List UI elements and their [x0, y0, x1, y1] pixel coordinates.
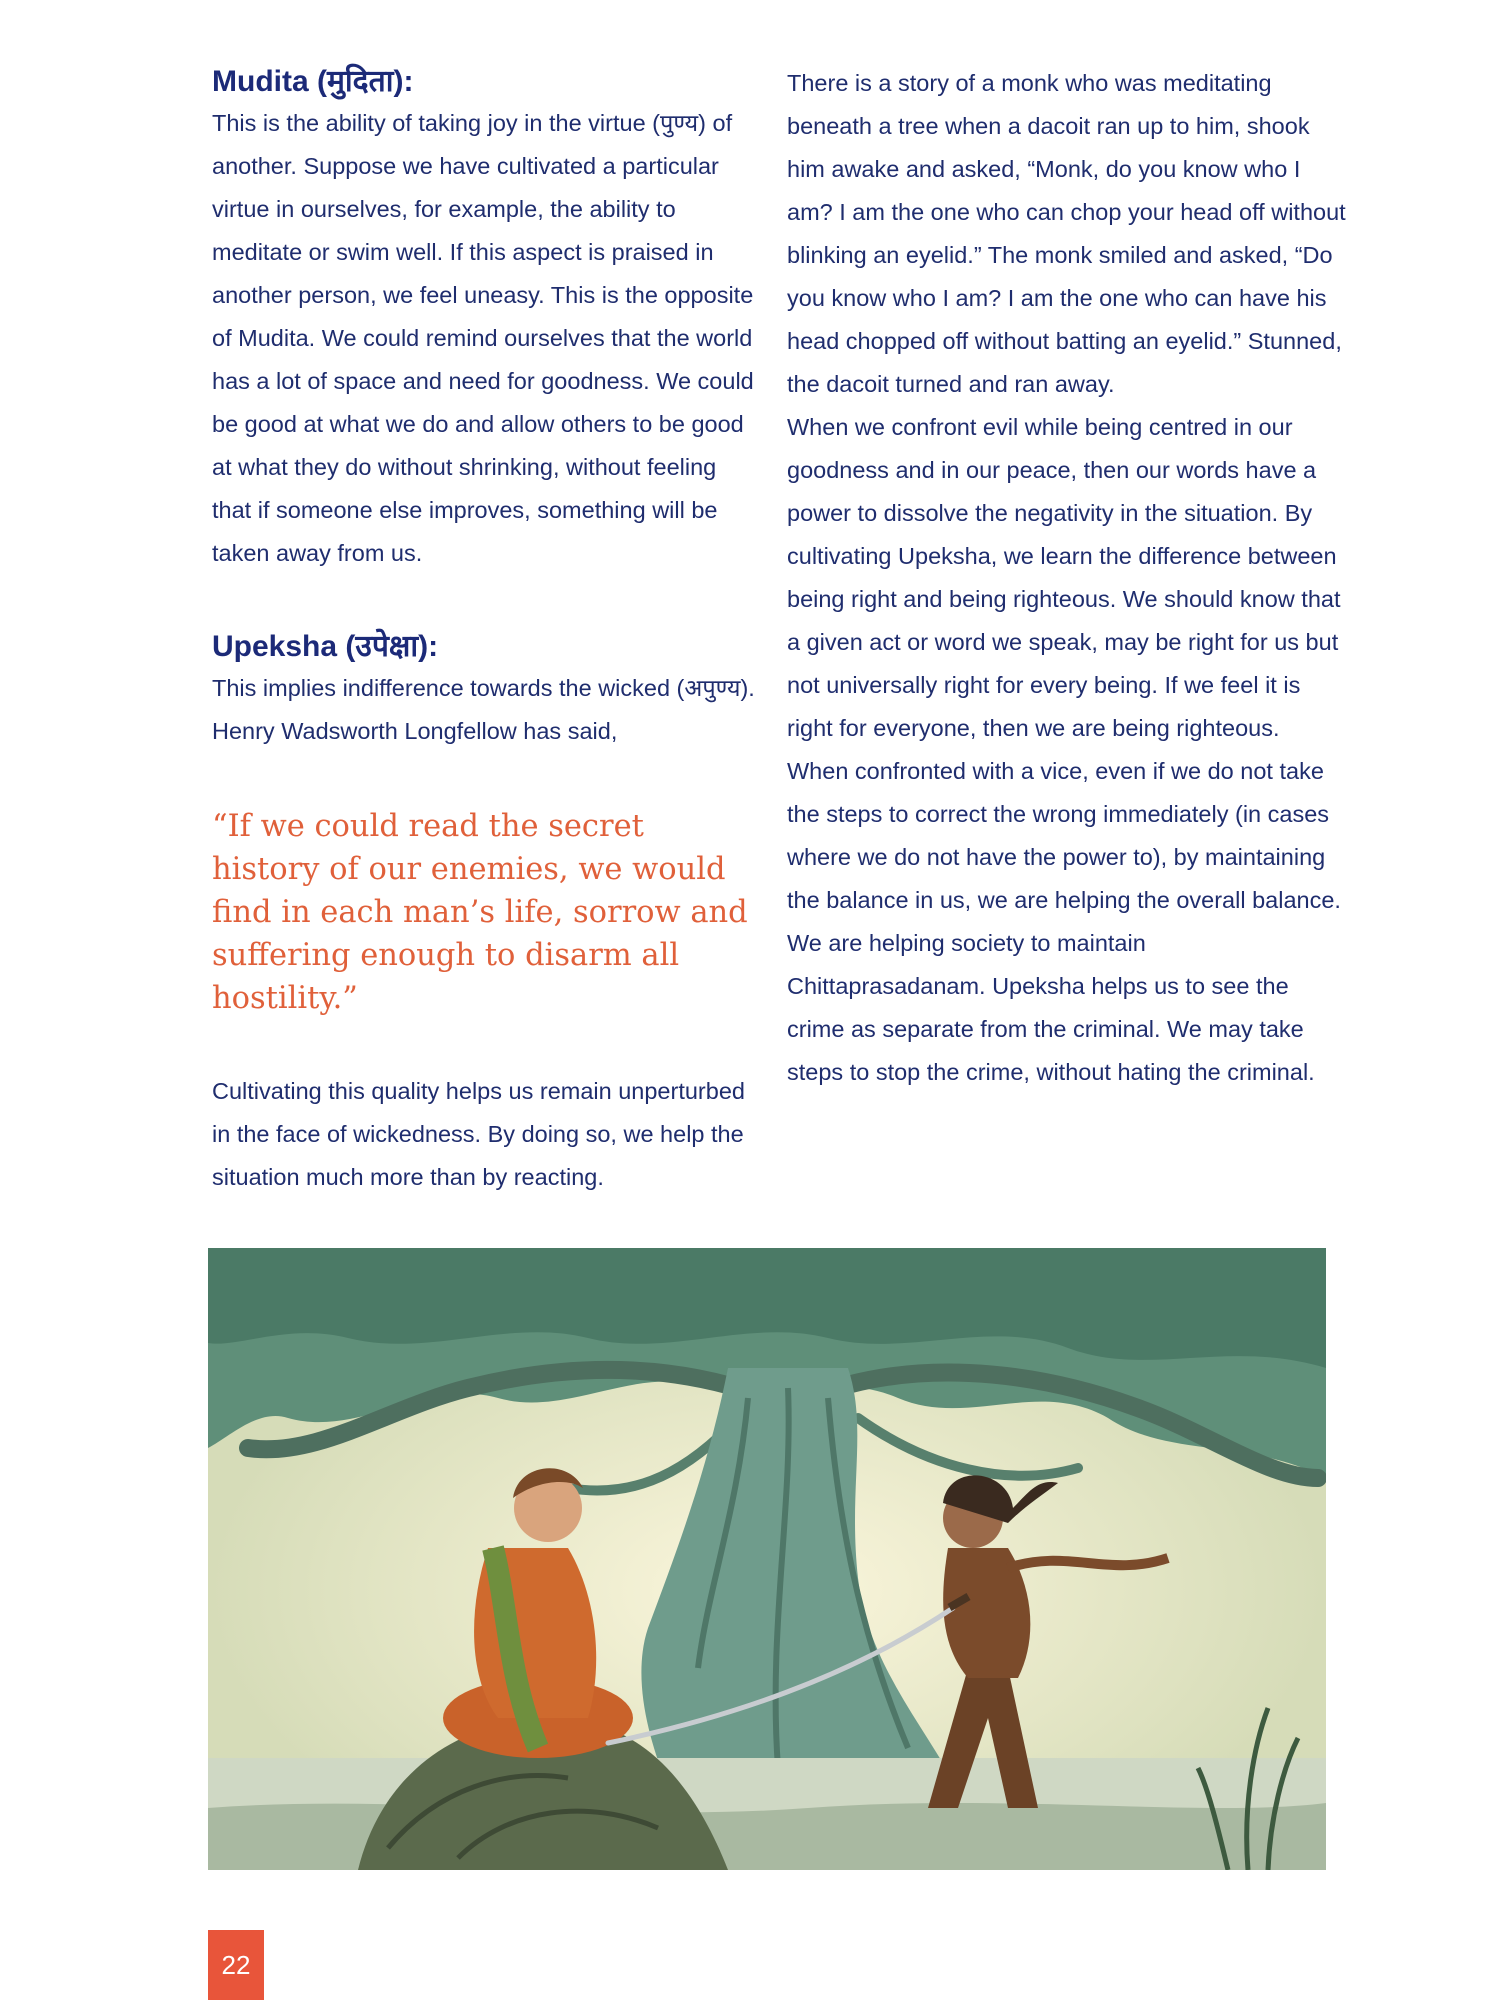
- page-number-badge: 22: [208, 1930, 264, 2000]
- upeksha-paragraph: This implies indifference towards the wicked (अपुण्य). Henry Wadsworth Longfellow has said,: [212, 675, 755, 744]
- mudita-paragraph: This is the ability of taking joy in the virtue (पुण्य) of another. Suppose we have cultivated a particular virtue in ourselves, for example, the ability to meditate or swim well. If this aspect is praised in another person, we feel uneasy. This is the opposite of Mudita. We could remind ourselves that the world has a lot of space and need for goodness. We could be good at what we do and allow others to be good at what they do without shrinking, without feeling that if someone else improves, something will be taken away from us.: [212, 110, 754, 566]
- upeksha-heading: Upeksha (उपेक्षा):: [212, 630, 439, 663]
- right-column: [787, 62, 1347, 1094]
- illustration-artwork: [208, 1248, 1326, 1870]
- monk-story-paragraph: There is a story of a monk who was meditating beneath a tree when a dacoit ran up to him, shook him awake and asked, “Monk, do you know who I am? I am the one who can chop your head off without blinking an eyelid.” The monk smiled and asked, “Do you know who I am? I am the one who can have his head chopped off without batting an eyelid.” Stunned, the dacoit turned and ran away.: [787, 70, 1346, 397]
- mudita-heading: Mudita (मुदिता):: [212, 65, 414, 98]
- confront-evil-paragraph: When we confront evil while being centred in our goodness and in our peace, then our words have a power to dissolve the negativity in the situation. By cultivating Upeksha, we learn the difference between being right and being righteous. We should know that a given act or word we speak, may be right for us but not universally right for every being. If we feel it is right for everyone, then we are being righteous.: [787, 414, 1341, 741]
- longfellow-quote: “If we could read the secret history of our enemies, we would find in each man’s life, sorrow and suffering enough to disarm all hostility.”: [212, 809, 748, 1016]
- closing-paragraph: Cultivating this quality helps us remain unperturbed in the face of wickedness. By doing so, we help the situation much more than by reacting.: [212, 1078, 745, 1190]
- vice-paragraph: When confronted with a vice, even if we do not take the steps to correct the wrong immediately (in cases where we do not have the power to), by maintaining the balance in us, we are helping the overall balance. We are helping society to maintain Chittaprasadanam. Upeksha helps us to see the crime as separate from the criminal. We may take steps to stop the crime, without hating the criminal.: [787, 758, 1341, 1085]
- monk-dacoit-illustration: [208, 1248, 1326, 1870]
- left-column: [212, 62, 757, 1199]
